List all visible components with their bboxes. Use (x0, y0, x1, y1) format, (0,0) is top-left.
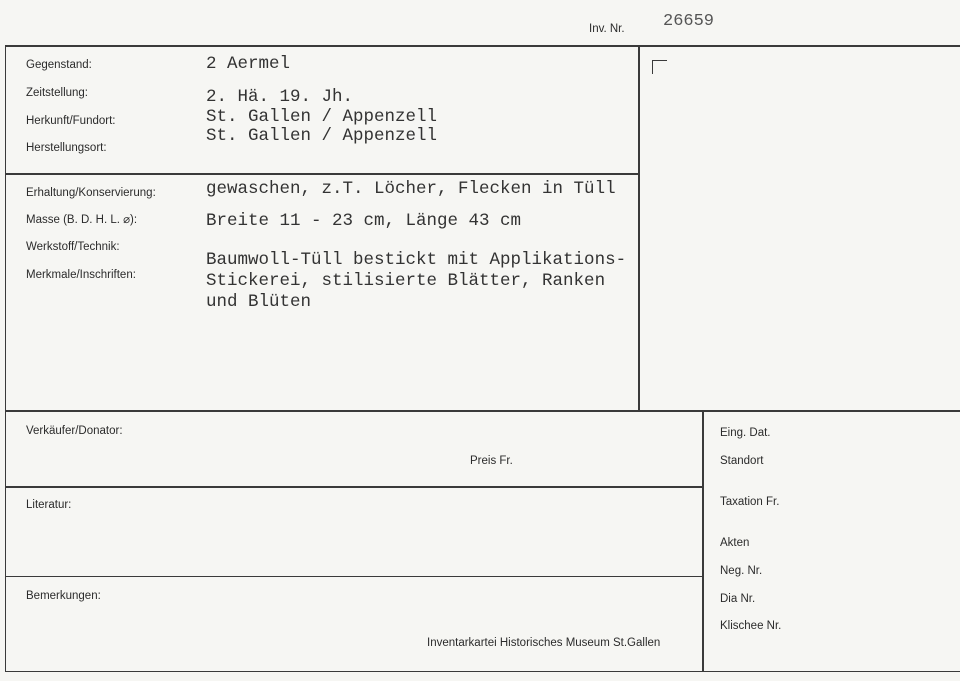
value-beschreibung-1: Baumwoll-Tüll bestickt mit Applikations- (206, 250, 627, 270)
label-neg-nr: Neg. Nr. (720, 565, 763, 577)
label-merkmale: Merkmale/Inschriften: (26, 269, 136, 281)
corner-mark-h (652, 60, 667, 61)
rule-photo-divider (638, 45, 640, 411)
rule-section-4 (5, 576, 702, 577)
value-herstellungsort: St. Gallen / Appenzell (206, 126, 438, 146)
footer-institution: Inventarkartei Historisches Museum St.Gallen (427, 637, 661, 649)
label-literatur: Literatur: (26, 499, 72, 511)
label-verkaeufer: Verkäufer/Donator: (26, 425, 123, 437)
label-klischee-nr: Klischee Nr. (720, 620, 782, 632)
label-werkstoff: Werkstoff/Technik: (26, 241, 120, 253)
rule-section-1 (5, 173, 639, 175)
rule-section-3 (5, 486, 702, 488)
value-gegenstand: 2 Aermel (206, 54, 291, 74)
label-herstellungsort: Herstellungsort: (26, 142, 107, 154)
label-bemerkungen: Bemerkungen: (26, 590, 101, 602)
label-erhaltung: Erhaltung/Konservierung: (26, 187, 156, 199)
rule-bottom (5, 671, 960, 672)
label-eing-dat: Eing. Dat. (720, 427, 771, 439)
value-zeitstellung: 2. Hä. 19. Jh. (206, 87, 354, 107)
rule-right-column (702, 410, 704, 672)
value-beschreibung-3: und Blüten (206, 292, 312, 312)
inv-nr-label: Inv. Nr. (589, 23, 625, 35)
rule-left (5, 45, 6, 672)
label-preis: Preis Fr. (470, 455, 513, 467)
inv-number: 26659 (663, 12, 715, 31)
value-masse: Breite 11 - 23 cm, Länge 43 cm (206, 211, 522, 231)
corner-mark-v (652, 60, 653, 74)
value-erhaltung: gewaschen, z.T. Löcher, Flecken in Tüll (206, 179, 616, 199)
value-beschreibung-2: Stickerei, stilisierte Blätter, Ranken (206, 271, 606, 291)
label-masse: Masse (B. D. H. L. ⌀): (26, 214, 138, 226)
label-herkunft: Herkunft/Fundort: (26, 115, 116, 127)
label-standort: Standort (720, 455, 764, 467)
label-zeitstellung: Zeitstellung: (26, 87, 89, 99)
label-taxation: Taxation Fr. (720, 496, 780, 508)
label-dia-nr: Dia Nr. (720, 593, 756, 605)
rule-section-2 (5, 410, 960, 412)
value-herkunft: St. Gallen / Appenzell (206, 107, 438, 127)
rule-top (5, 45, 960, 47)
label-akten: Akten (720, 537, 750, 549)
label-gegenstand: Gegenstand: (26, 59, 92, 71)
